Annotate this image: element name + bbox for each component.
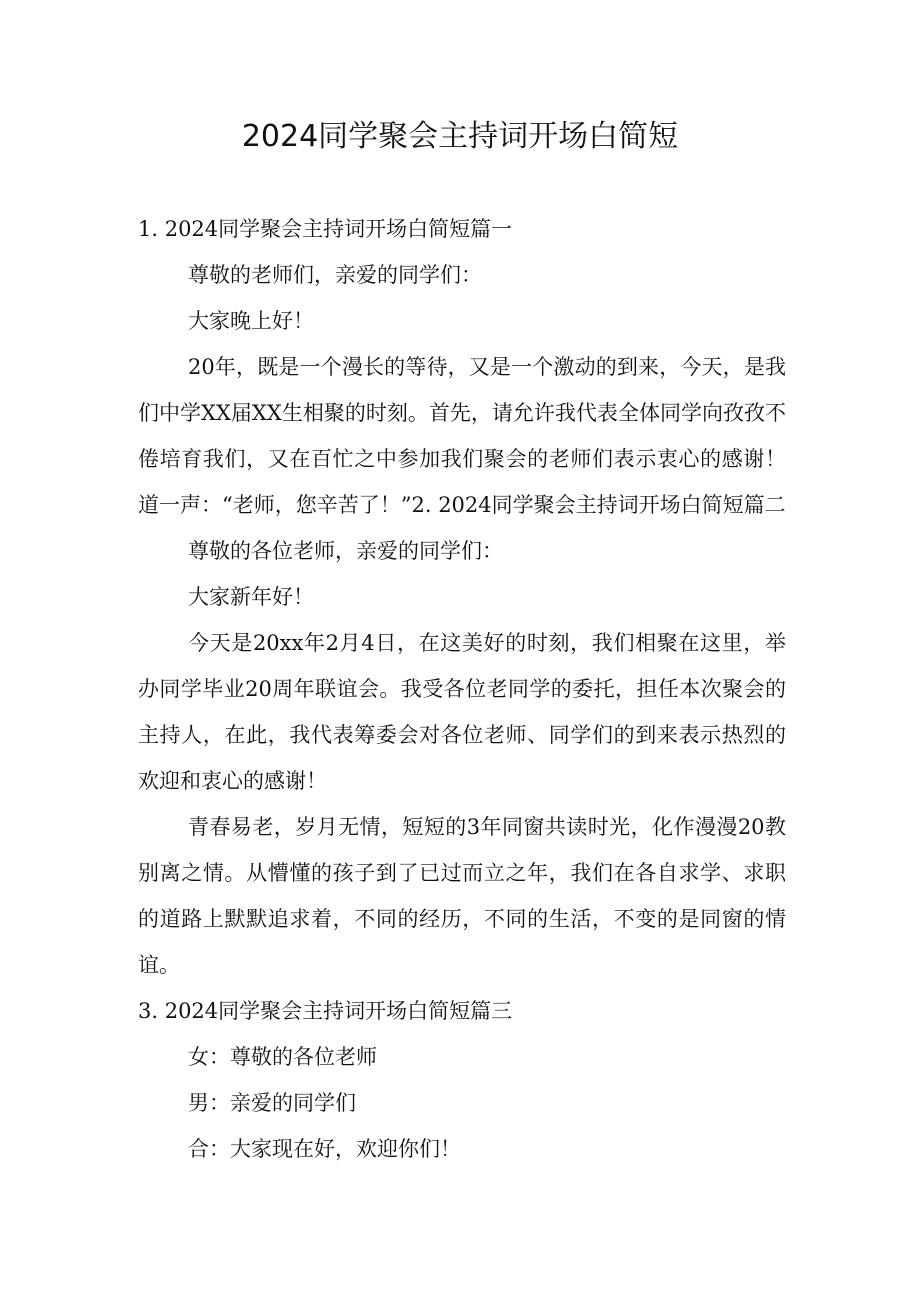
paragraph-2: 今天是20xx年2月4日，在这美好的时刻，我们相聚在这里，举办同学毕业20周年联谊会。我受各位老同学的委托，担任本次聚会的主持人，在此，我代表筹委会对各位老师、同学们的到来表示热烈的欢迎和衷心的感谢！ [138,631,786,793]
paragraph-3: 青春易老，岁月无情，短短的3年同窗共读时光，化作漫漫20教别离之情。从懵懂的孩子到了已过而立之年，我们在各自求学、求职的道路上默默追求着，不同的经历，不同的生活，不变的是同窗的情谊。 [138,815,786,977]
salutation-2: 尊敬的各位老师，亲爱的同学们： [188,539,503,563]
salutation-1: 尊敬的老师们，亲爱的同学们： [188,263,482,287]
dialogue-line-1: 女：尊敬的各位老师 [188,1045,377,1069]
paragraph-1-text: 20年，既是一个漫长的等待，又是一个激动的到来，今天，是我们中学XX届XX生相聚的时刻。首先，请允许我代表全体同学向孜孜不倦培育我们，又在百忙之中参加我们聚会的老师们表示衷心的感谢！道一声：“老师，您辛苦了！” [138,355,786,517]
section-heading-3: 3. 2024同学聚会主持词开场白简短篇三 [138,999,513,1023]
section-heading-1: 1. 2024同学聚会主持词开场白简短篇一 [138,217,513,241]
greeting-1: 大家晚上好！ [188,309,314,333]
section-heading-2: 2. 2024同学聚会主持词开场白简短篇二 [411,493,786,517]
greeting-2: 大家新年好！ [188,585,314,609]
document-title: 2024同学聚会主持词开场白简短 [241,119,679,154]
dialogue-line-3: 合：大家现在好，欢迎你们！ [188,1137,461,1161]
dialogue-line-2: 男：亲爱的同学们 [188,1091,356,1115]
document-body [138,206,786,1172]
paragraph-1 [138,344,786,528]
